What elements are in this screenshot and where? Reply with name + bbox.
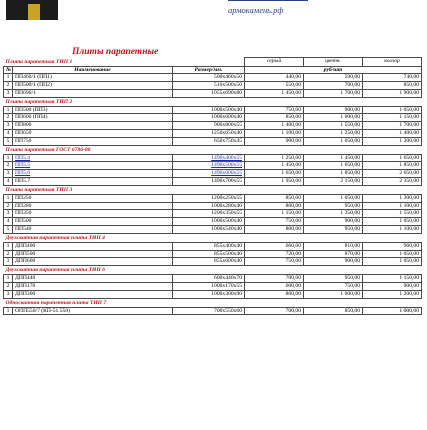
product-size[interactable]: 1490х400х55: [173, 154, 245, 162]
price-grey: 700,00: [245, 275, 304, 283]
table-row: [4, 307, 422, 315]
row-number: 1: [4, 275, 13, 283]
price-color: 1 850,00: [304, 170, 363, 178]
row-number: 3: [4, 290, 13, 298]
table-row: [4, 122, 422, 130]
table-row: [4, 114, 422, 122]
column-header-row: [4, 66, 422, 74]
section-spacer: [245, 185, 422, 194]
product-name: ПП800: [13, 122, 173, 130]
column-header-color: цветн.: [304, 58, 363, 67]
price-collor: 740,00: [363, 74, 422, 82]
price-color: 1 450,00: [304, 154, 363, 162]
price-color: 1 700,00: [304, 89, 363, 97]
row-number: 3: [4, 122, 13, 130]
product-name: ПП350: [13, 210, 173, 218]
row-number: 1: [4, 194, 13, 202]
price-color: 870,00: [304, 250, 363, 258]
table-row: [4, 283, 422, 291]
product-size: 1000х540х40: [173, 226, 245, 234]
product-size[interactable]: 1490х600х55: [173, 170, 245, 178]
product-size: 500х460х50: [173, 74, 245, 82]
product-size: 510х500х50: [173, 82, 245, 90]
price-color: 1 550,00: [304, 122, 363, 130]
column-header-num: №: [4, 66, 13, 74]
header-divider: [228, 0, 308, 1]
row-number: 1: [4, 106, 13, 114]
row-number: 5: [4, 226, 13, 234]
product-name[interactable]: ПП5.5: [13, 162, 173, 170]
table-row: [4, 82, 422, 90]
row-number: 3: [4, 258, 13, 266]
row-number: 2: [4, 283, 13, 291]
table-row: [4, 178, 422, 186]
price-color: 2 150,00: [304, 178, 363, 186]
product-name: ПП250: [13, 194, 173, 202]
column-header-size: Размер/мм.: [173, 66, 245, 74]
table-row: [4, 74, 422, 82]
row-number: 3: [4, 89, 13, 97]
price-collor: 1 050,00: [363, 106, 422, 114]
row-number: 1: [4, 307, 13, 315]
column-header-grey: серый: [245, 58, 304, 67]
row-number: 1: [4, 154, 13, 162]
product-name: ДПП440: [13, 275, 173, 283]
price-table: [3, 57, 422, 315]
row-number: 4: [4, 130, 13, 138]
price-grey: 750,00: [245, 218, 304, 226]
price-grey: 850,00: [245, 114, 304, 122]
product-name: ДПП170: [13, 283, 173, 291]
price-collor: 1 050,00: [363, 218, 422, 226]
section-title-row: [4, 97, 422, 106]
product-size[interactable]: 1490х500х55: [173, 162, 245, 170]
product-name: ОПП550/7 (КП-51.550): [13, 307, 173, 315]
product-name: ПП500 (ПП3): [13, 106, 173, 114]
price-grey: 1 400,00: [245, 122, 304, 130]
product-name: ПП690/1: [13, 89, 173, 97]
product-name: ПП460/1 (ПП1): [13, 74, 173, 82]
price-collor: 1 100,00: [363, 226, 422, 234]
product-name[interactable]: ПП5.6: [13, 170, 173, 178]
product-size: 1055х690х80: [173, 89, 245, 97]
row-number: 4: [4, 178, 13, 186]
section-title: Плита парапетная ГОСТ 6786-80: [4, 145, 245, 154]
price-color: 1 000,00: [304, 114, 363, 122]
price-collor: 1 050,00: [363, 250, 422, 258]
product-name: ПП500/1 (ПП2): [13, 82, 173, 90]
product-name: ПП540: [13, 226, 173, 234]
table-row: [4, 258, 422, 266]
price-grey: 1 450,00: [245, 89, 304, 97]
price-grey: 1 950,00: [245, 178, 304, 186]
product-name: ПП500: [13, 218, 173, 226]
price-grey: 1 450,00: [245, 162, 304, 170]
price-collor: 1 850,00: [363, 162, 422, 170]
price-grey: 750,00: [245, 258, 304, 266]
price-color: 950,00: [304, 202, 363, 210]
row-number: 2: [4, 250, 13, 258]
price-grey: 900,00: [245, 137, 304, 145]
price-collor: 1 100,00: [363, 202, 422, 210]
price-collor: 850,00: [363, 82, 422, 90]
table-row: [4, 218, 422, 226]
price-color: 1 250,00: [304, 130, 363, 138]
price-color: 1 000,00: [304, 290, 363, 298]
section-title: Плита парапетная ТИП 3: [4, 185, 245, 194]
table-row: [4, 137, 422, 145]
price-collor: 1 700,00: [363, 122, 422, 130]
section-title: Двухскатная парапетная плита ТИП 6: [4, 266, 245, 275]
product-size: 1000х600х40: [173, 114, 245, 122]
section-spacer: [245, 97, 422, 106]
section-spacer: [245, 266, 422, 275]
row-number: 2: [4, 162, 13, 170]
table-row: [4, 106, 422, 114]
company-logo: [6, 0, 58, 20]
table-row: [4, 202, 422, 210]
product-size: 855х400х40: [173, 242, 245, 250]
price-grey: 700,00: [245, 307, 304, 315]
row-number: 3: [4, 210, 13, 218]
price-table-body: [4, 58, 422, 315]
price-grey: 750,00: [245, 106, 304, 114]
price-collor: 1 200,00: [363, 137, 422, 145]
product-size: 1000х500х40: [173, 218, 245, 226]
price-collor: 2 050,00: [363, 170, 422, 178]
price-collor: 1 000,00: [363, 307, 422, 315]
product-size: 855х600х40: [173, 258, 245, 266]
price-color: 900,00: [304, 218, 363, 226]
product-size: 1000х170х55: [173, 283, 245, 291]
product-name[interactable]: ПП5.4: [13, 154, 173, 162]
price-grey: 550,00: [245, 82, 304, 90]
table-row: [4, 89, 422, 97]
price-grey: 440,00: [245, 74, 304, 82]
table-row: [4, 210, 422, 218]
section-title-row: [4, 58, 422, 67]
price-grey: 720,00: [245, 250, 304, 258]
column-header-collor: коллор: [363, 58, 422, 67]
section-title: Односкатная парапетная плита ТИП 7: [4, 298, 245, 307]
price-color: 900,00: [304, 106, 363, 114]
product-size: 1000х300х90: [173, 290, 245, 298]
site-link[interactable]: армокамень.рф: [228, 5, 284, 15]
price-color: 1 050,00: [304, 194, 363, 202]
price-color: 950,00: [304, 226, 363, 234]
product-size: 1250х650х40: [173, 130, 245, 138]
price-color: 810,00: [304, 242, 363, 250]
price-collor: 1 400,00: [363, 130, 422, 138]
price-color: 590,00: [304, 74, 363, 82]
price-grey: 850,00: [245, 194, 304, 202]
price-grey: 800,00: [245, 226, 304, 234]
price-collor: 1 550,00: [363, 210, 422, 218]
section-spacer: [245, 145, 422, 154]
row-number: 3: [4, 170, 13, 178]
product-size: 1000х280х40: [173, 202, 245, 210]
table-row: [4, 130, 422, 138]
section-title-row: [4, 266, 422, 275]
page-header: [0, 0, 427, 28]
price-grey: 660,00: [245, 242, 304, 250]
price-color: 950,00: [304, 275, 363, 283]
price-collor: 1 150,00: [363, 275, 422, 283]
section-spacer: [245, 298, 422, 307]
product-name: ПП650: [13, 130, 173, 138]
price-color: 750,00: [304, 283, 363, 291]
section-title-row: [4, 233, 422, 242]
product-name: ДПП400: [13, 242, 173, 250]
table-row: [4, 226, 422, 234]
price-grey: 800,00: [245, 290, 304, 298]
product-size: 1000х500х40: [173, 106, 245, 114]
price-collor: 1 900,00: [363, 89, 422, 97]
product-name: ПП280: [13, 202, 173, 210]
price-color: 700,00: [304, 82, 363, 90]
row-number: 1: [4, 74, 13, 82]
product-name: ДПП500: [13, 250, 173, 258]
section-title-row: [4, 298, 422, 307]
product-size: 1200х350х55: [173, 210, 245, 218]
row-number: 1: [4, 242, 13, 250]
product-size: 700х550х60: [173, 307, 245, 315]
table-row: [4, 275, 422, 283]
product-size: 600х440х70: [173, 275, 245, 283]
row-number: 5: [4, 137, 13, 145]
section-title: Плита парапетная ТИП 1: [4, 58, 245, 67]
row-number: 2: [4, 114, 13, 122]
table-row: [4, 170, 422, 178]
price-grey: 800,00: [245, 202, 304, 210]
price-grey: 1 250,00: [245, 154, 304, 162]
section-spacer: [245, 233, 422, 242]
price-collor: 1 650,00: [363, 154, 422, 162]
table-row: [4, 250, 422, 258]
product-size: 900х800х55: [173, 122, 245, 130]
price-collor: 2 350,00: [363, 178, 422, 186]
row-number: 2: [4, 82, 13, 90]
row-number: 4: [4, 218, 13, 226]
price-color: 1 650,00: [304, 162, 363, 170]
section-title-row: [4, 145, 422, 154]
price-color: 1 350,00: [304, 210, 363, 218]
table-row: [4, 162, 422, 170]
table-row: [4, 290, 422, 298]
product-name: ПП5.7: [13, 178, 173, 186]
product-name: ДПП600: [13, 258, 173, 266]
table-row: [4, 242, 422, 250]
table-row: [4, 194, 422, 202]
column-header-name: Наименование: [13, 66, 173, 74]
price-grey: 1 650,00: [245, 170, 304, 178]
section-title: Плита парапетная ТИП 2: [4, 97, 245, 106]
price-color: 900,00: [304, 258, 363, 266]
page-title: Плиты парапетные: [72, 47, 159, 57]
row-number: 2: [4, 202, 13, 210]
product-size: 855х500х40: [173, 250, 245, 258]
price-collor: 1 300,00: [363, 194, 422, 202]
section-title-row: [4, 185, 422, 194]
product-name: ПП750: [13, 137, 173, 145]
price-collor: 1 150,00: [363, 114, 422, 122]
table-row: [4, 154, 422, 162]
product-name: ДПП300: [13, 290, 173, 298]
price-grey: 600,00: [245, 283, 304, 291]
price-color: 850,00: [304, 307, 363, 315]
price-grey: 1 150,00: [245, 210, 304, 218]
price-color: 1 050,00: [304, 137, 363, 145]
price-collor: 1 200,00: [363, 290, 422, 298]
product-size: 650х750х45: [173, 137, 245, 145]
column-header-unit: руб/шт: [245, 66, 422, 74]
product-size: 1490х700х55: [173, 178, 245, 186]
product-name: ПП600 (ПП4): [13, 114, 173, 122]
price-grey: 1 100,00: [245, 130, 304, 138]
section-title: Двухскатная парапетная плита ТИП 4: [4, 233, 245, 242]
price-collor: 1 050,00: [363, 258, 422, 266]
price-collor: 900,00: [363, 283, 422, 291]
price-collor: 960,00: [363, 242, 422, 250]
product-size: 1200х250х55: [173, 194, 245, 202]
